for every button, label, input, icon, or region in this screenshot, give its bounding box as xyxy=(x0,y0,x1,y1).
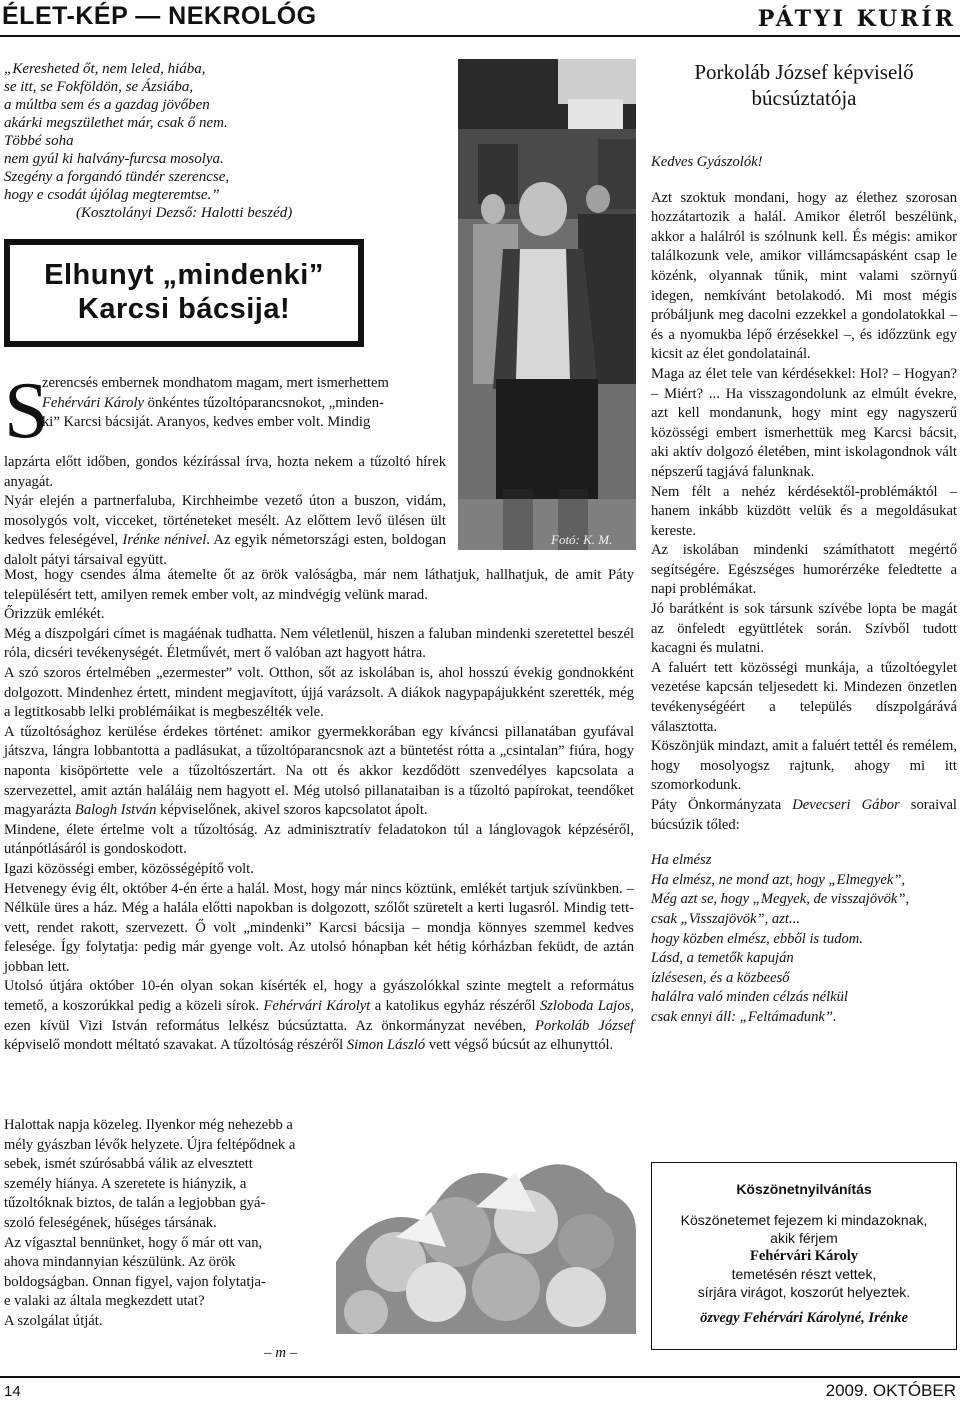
closing-line: ahova mindannyian készülünk. Az örök xyxy=(4,1254,236,1271)
closing-line: tűzoltóknak biztos, de talán a legjobban gyá- xyxy=(4,1195,266,1212)
article-paragraph: Még a díszpolgári címet is magáénak tudhatta. Nem véletlenül, hiszen a faluban mindenki szeretettel beszél róla, dicséri tevékenységét. Életművét, mert ő valóban azt hagyott hátra. xyxy=(4,625,634,662)
paragraph-text: képviselő mondott méltató szavakat. A tűzoltóság részéről xyxy=(4,1037,347,1054)
person-name: Fehérvári Károly xyxy=(42,394,144,411)
footer-rule xyxy=(0,1376,960,1378)
speech-title xyxy=(651,59,957,111)
article-paragraph xyxy=(4,977,634,1055)
paragraph-text: vett végső búcsút az elhunyttól. xyxy=(425,1037,614,1054)
intro-text: ki” Karcsi bácsiját. Aranyos, kedves ember volt. Mindig xyxy=(42,414,371,431)
photo-caption: Fotó: K. M. xyxy=(551,532,613,547)
poem-line: hogy közben elmész, ebből is tudom. xyxy=(651,930,863,947)
speech-paragraph: Az iskolában mindenki számíthatott megértő segítségére. Egészséges humorérzéke feledtette a napi problémákat. xyxy=(651,542,957,598)
intro-text: önkéntes tűzoltóparancsnokot, „minden- xyxy=(144,394,384,411)
paragraph-text: . Az egyik németországi esten, boldogan dalolt pátyi társaival együtt. xyxy=(4,532,446,568)
poem-line: Még azt se, hogy „Megyek, de visszajövök”, xyxy=(651,891,910,908)
section-title: ÉLET-KÉP — NEKROLÓG xyxy=(2,2,317,30)
article-closing xyxy=(4,1116,310,1332)
person-name: Balogh István xyxy=(74,802,157,819)
poem-line: nem gyúl ki halvány-furcsa mosolya. xyxy=(4,151,224,167)
acknowledgement-line: Köszönetemet fejezem ki mindazoknak, xyxy=(680,1212,928,1228)
portrait-photo xyxy=(458,59,636,550)
person-name: Porkoláb József xyxy=(535,1017,634,1034)
closing-line: A szolgálat útját. xyxy=(4,1312,103,1329)
paragraph-text: Páty Önkormányzata xyxy=(651,797,793,813)
acknowledgement-title: Köszönetnyilvánítás xyxy=(736,1181,872,1197)
poem-line: csak ennyi áll: „Feltámadunk”. xyxy=(651,1008,837,1025)
speech-paragraph xyxy=(651,796,957,835)
closing-line: Az vígasztal bennünket, hogy ő már ott van, xyxy=(4,1234,263,1251)
paragraph-text: Nyár elején a partnerfaluba, Kirchheimbe vezető úton a buszon, vidám, mosolygós volt, vicceket, történeteket mesélt. Az előttem levő ülésen ült kedves feleségével, xyxy=(4,493,446,549)
speech-paragraph: Maga az élet tele van kérdésekkel: Hol? – Hogyan? – Miért? ... Ha visszagondolunk az elmúlt évekre, azt kell mondanunk, hogy mint egy nagyszerű közösségi embert ismerhettük meg Karcsi bácsit, aki aktív dolgozó életében, mint iskolagondnok vált népszerű tagjává falunknak. xyxy=(651,365,957,480)
paragraph-text: , ezen kívül Vizi István református lelkész búcsúztatta. Az önkormányzat nevében, xyxy=(4,998,634,1034)
poem-line: ízlésesen, és a közbeeső xyxy=(651,969,790,986)
article-paragraph: Most, hogy csendes álma átemelte őt az örök valóságba, már nem láthatjuk, hallhatjuk, de amit Páty településért tett, amilyen remek ember volt, az mindvégig velünk marad. xyxy=(4,567,634,603)
article-paragraph: lapzárta előtt időben, gondos kézírással írva, hozta nekem a tűzoltó hírek anyagát. xyxy=(4,454,446,490)
poem-line: „Keresheted őt, nem leled, hiába, xyxy=(4,61,206,77)
opening-poem xyxy=(4,60,334,222)
speech-paragraph: Azt szoktuk mondani, hogy az élethez szorosan hozzátartozik a halál. Amikor életről beszélünk, akkor a halálról is szólnunk kell. És mégis: amikor találkozunk vele, amikor villámcsapásként csap le közénk, olyannak tűnik, mint valami szörnyű idegen, nemkívánt betolakodó. Mi most mégis próbáljunk meg dacolni ezzekkel a gondolatokkal – és a nyomukba lépő érzésekkel –, és időzzünk egy kicsit az élet gondolatainál. xyxy=(651,189,957,363)
intro-text: zerencsés embernek mondhatom magam, mert ismerhettem xyxy=(42,375,389,391)
drop-cap: S xyxy=(4,367,49,455)
closing-poem xyxy=(651,851,957,1027)
poem-line: Többé soha xyxy=(4,133,74,149)
poem-line: halálra való minden célzás nélkül xyxy=(651,989,848,1006)
closing-line: e valaki az általa megkezdett utat? xyxy=(4,1293,205,1310)
closing-line: szoló feleségének, hűséges társának. xyxy=(4,1214,217,1231)
poem-line: hogy e csodát újólag megteremtse.” xyxy=(4,187,220,203)
article-mid xyxy=(4,453,446,571)
person-name: Szloboda Lajos xyxy=(539,998,631,1015)
page-number: 14 xyxy=(4,1383,21,1400)
person-name: Simon László xyxy=(346,1037,426,1054)
acknowledgement-box xyxy=(651,1162,957,1350)
acknowledgement-line: temetésén részt vettek, xyxy=(731,1266,877,1282)
header-rule xyxy=(0,35,960,37)
speech-paragraph: Nem félt a nehéz kérdésektől-problémáktól – hanem inkább küzdött velük és a megoldásukat kereste. xyxy=(651,483,957,539)
closing-line: Halottak napja közeleg. Ilyenkor még nehezebb a xyxy=(4,1117,293,1133)
poem-line: Lásd, a temetők kapuján xyxy=(651,950,794,967)
acknowledgement-line: akik férjem xyxy=(770,1230,838,1246)
poem-line: csak „Visszajövök”, azt... xyxy=(651,910,800,927)
article-body xyxy=(4,566,634,1056)
wreath-photo xyxy=(336,1112,636,1334)
poem-source: (Kosztolányi Dezső: Halotti beszéd) xyxy=(76,205,293,221)
acknowledgement-signature: özvegy Fehérvári Károlyné, Irénke xyxy=(700,1310,908,1326)
article-paragraph: Mindene, élete értelme volt a tűzoltóság. Az adminisztratív feladatokon túl a lánglovagok képzéséről, utánpótlásáról is gondoskodott. xyxy=(4,821,634,858)
speech-title-line-1: Porkoláb József képviselő xyxy=(694,60,914,84)
article-paragraph xyxy=(4,723,634,821)
paragraph-text: Utolsó útjára október 10-én olyan sokan kísérték el, hogy a gyászolókkal szinte megtelt a református temető, a koszorúkkal pedig a közeli sírok. xyxy=(4,978,634,1015)
poem-line: Ha elmész, ne mond azt, hogy „Elmegyek”, xyxy=(651,871,906,888)
paragraph-text: a katolikus egyház részéről xyxy=(370,998,540,1015)
headline-line-2: Karcsi bácsija! xyxy=(77,293,291,325)
poem-line: Ha elmész xyxy=(651,852,712,869)
publication-title: PÁTYI KURÍR xyxy=(757,6,956,32)
person-name: Irénke nénivel xyxy=(122,532,207,549)
speech-paragraph: Jó barátként is sok társunk szívébe lopta be magát az önfeledt együttlétek során. Szívből tudott kacagni és mulatni. xyxy=(651,601,957,657)
headline-box xyxy=(4,239,364,347)
speech-salutation: Kedves Gyászolók! xyxy=(651,154,763,170)
closing-line: boldogságban. Onnan figyel, vajon folytatja- xyxy=(4,1273,266,1290)
speech-paragraph: Köszönjük mindazt, amit a faluért tettél és remélem, hogy mosolyogsz rajtunk, ahogy mi itt szomorkodunk. xyxy=(651,738,957,794)
poem-line: a múltba sem és a gazdag jövőben xyxy=(4,97,210,113)
farewell-speech xyxy=(651,59,957,1028)
poem-line: akárki megszülethet már, csak ő nem. xyxy=(4,115,228,131)
speech-paragraph: A faluért tett közösségi munkája, a tűzoltóegylet vezetése kapcsán teljesedett ki. Mindezen önzetlen tevékenységéért a település díszpolgárává választotta. xyxy=(651,659,957,735)
paragraph-text: képviselőnek, akivel szoros kapcsolatot ápolt. xyxy=(156,802,428,819)
article-paragraph xyxy=(4,492,446,570)
article-paragraph: Hetvenegy évig élt, október 4-én érte a halál. Most, hogy már nincs köztünk, emlékét tartjuk szívünkben. – Nélküle üres a ház. Még a halála előtti napokban is dolgozott, szőlőt szüretelt a kerti lugasról. Mindig tett-vett, rendet rakott, szervezett. Ő volt „mindenki” Karcsi bácsija – mondja könnyes szemmel kedves felesége. Így folytatja: pedig már gyenge volt. Az utolsó hónapban két hétig kórházban feküdt, de aztán jobban lett. xyxy=(4,880,634,975)
closing-line: személy hiánya. A szeretete is hiányzik, a xyxy=(4,1175,247,1192)
headline-line-1: Elhunyt „mindenki” xyxy=(44,259,324,291)
poem-line: Szegény a forgandó tündér szerencse, xyxy=(4,169,230,185)
closing-line: mély gyászban lévők helyzete. Újra feltépődnek a xyxy=(4,1136,296,1153)
deceased-name: Fehérvári Károly xyxy=(749,1248,859,1264)
person-name: Devecseri Gábor xyxy=(792,797,900,813)
speech-title-line-2: búcsúztatója xyxy=(751,86,857,110)
paragraph-text: A tűzoltósághoz kerülése érdekes történet: amikor gyermekkorában egy kíváncsi pillanatában gyufával játszva, lángra lobbantotta a padlásukat, a tűzoltóparancsnok azt a büntetést rótta a „csintalan” fiúra, hogy naponta kisöpörtette vele a tűzoltószertárt. Na ott és akkor kezdődött szenvedélyes kapcsolata a szervezettel, amit aztán haláláig nem hagyott el. Még utolsó pillanataiban is a tűzoltó papírokat, teendőket magyarázta xyxy=(4,723,634,819)
poem-line: se itt, se Fokföldön, se Ázsiába, xyxy=(4,79,194,95)
person-name: Fehérvári Károlyt xyxy=(263,998,371,1015)
author-signature: – m – xyxy=(264,1345,298,1361)
issue-date: 2009. OKTÓBER xyxy=(825,1381,956,1400)
article-paragraph: Igazi közösségi ember, közösségépítő volt. xyxy=(4,860,254,877)
article-paragraph: Őrizzük emlékét. xyxy=(4,606,105,623)
article-paragraph: A szó szoros értelmében „ezermester” volt. Otthon, sőt az iskolában is, ahol hosszú évekig gondnokként dolgozott. Mindenhez értett, mindent megjavított, újjá varázsolt. A diákok nagypapájukként szerették, még a legtitkosabb lelki problémáikat is megbeszélték vele. xyxy=(4,664,634,721)
paragraph-text: soraival búcsúzik tőled: xyxy=(651,797,957,833)
closing-line: sebek, ismét szúrósabbá válik az elvesztett xyxy=(4,1156,253,1173)
acknowledgement-line: sírjára virágot, koszorút helyeztek. xyxy=(697,1284,911,1300)
article-intro xyxy=(42,374,446,433)
